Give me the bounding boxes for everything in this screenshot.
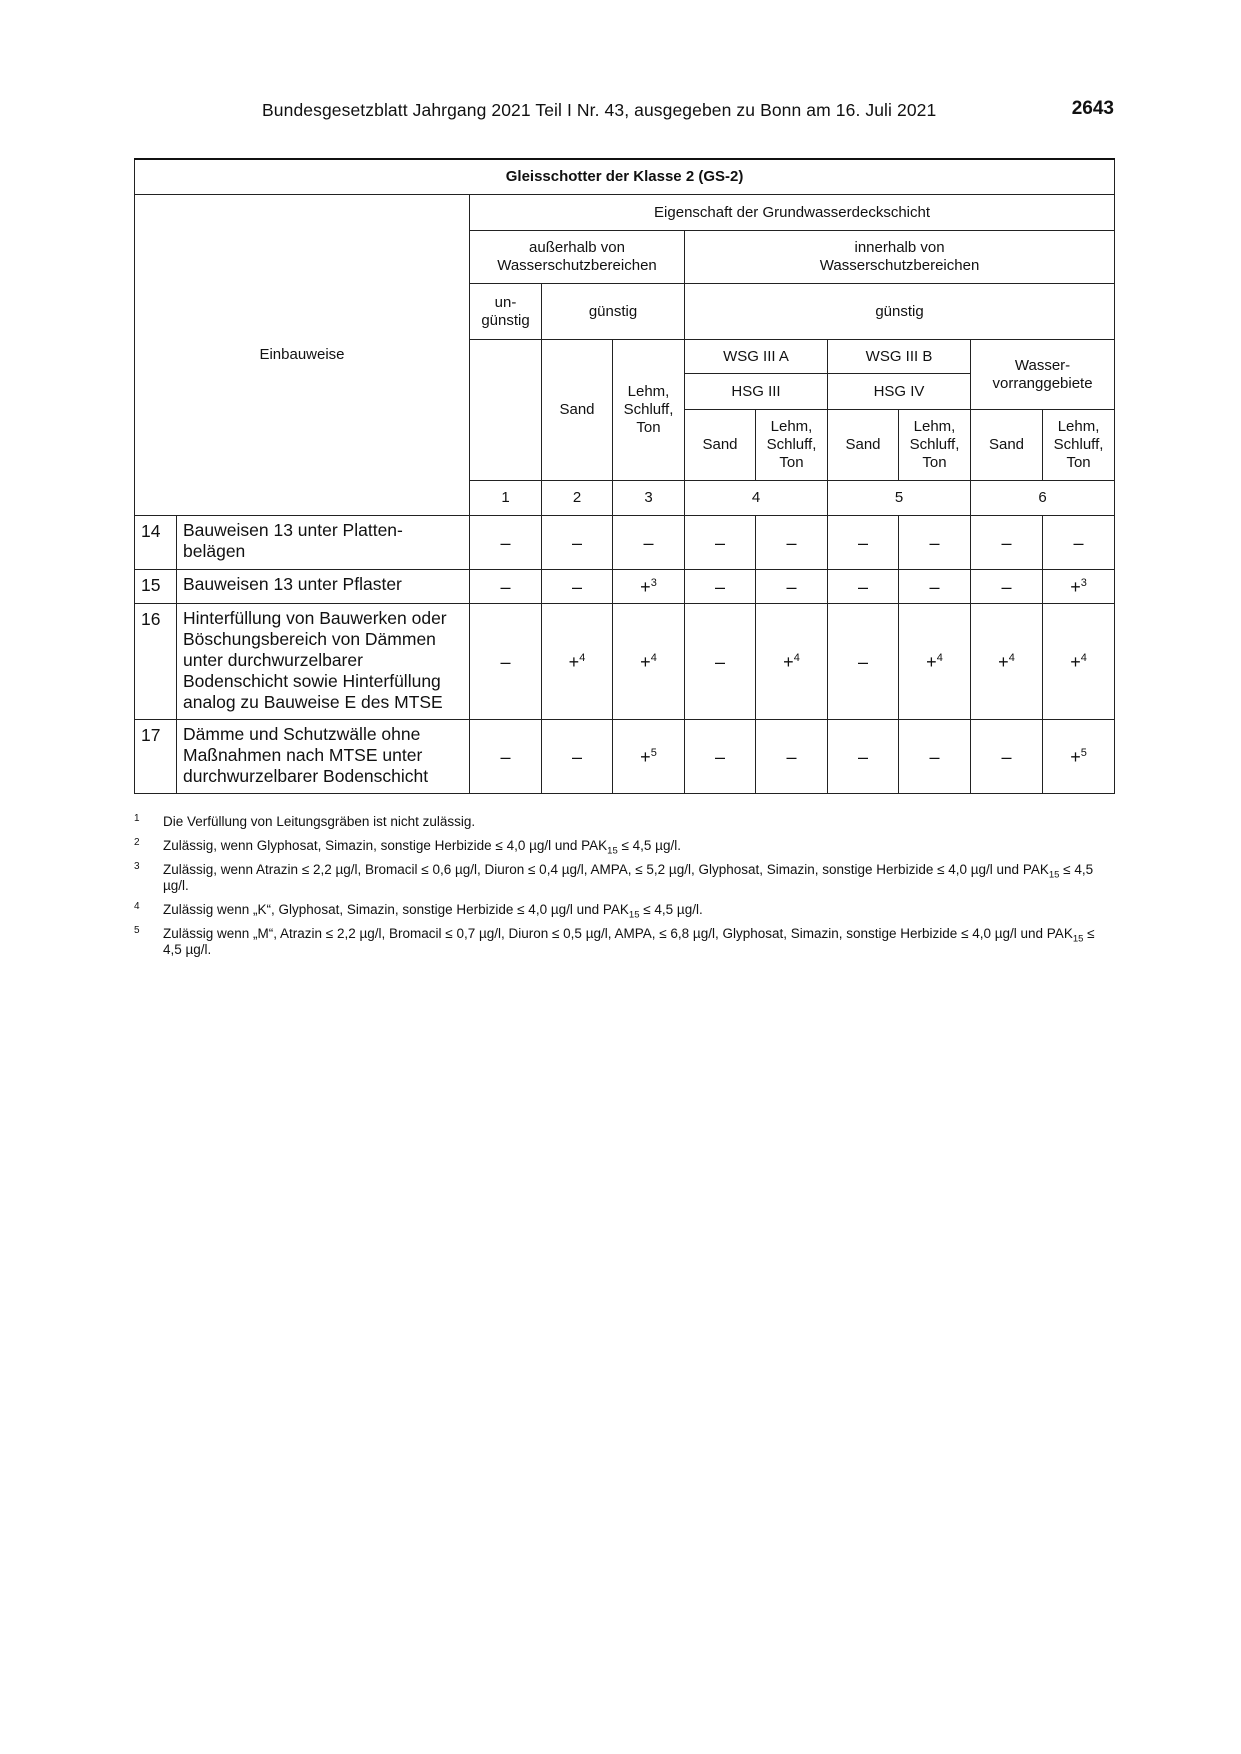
row-description: Bauweisen 13 unter Pflaster bbox=[177, 570, 470, 604]
running-title: Bundesgesetzblatt Jahrgang 2021 Teil I Nr. 43, ausgegeben zu Bonn am 16. Juli 2021 bbox=[262, 100, 937, 120]
row-number: 17 bbox=[135, 720, 177, 794]
footnote-subscript: 15 bbox=[1048, 869, 1060, 881]
rating-value: – bbox=[714, 651, 725, 672]
rating-value: – bbox=[571, 532, 582, 553]
footnote-mark: 3 bbox=[134, 861, 140, 872]
rating-cell bbox=[828, 516, 899, 570]
rating-value: – bbox=[786, 532, 797, 553]
header-inside: innerhalb von Wasserschutzbereichen bbox=[685, 231, 1115, 284]
rating-cell bbox=[899, 570, 971, 604]
table-title: Gleisschotter der Klasse 2 (GS-2) bbox=[135, 159, 1115, 195]
rating-value: + bbox=[926, 651, 937, 672]
rating-value: – bbox=[571, 746, 582, 767]
table-row bbox=[135, 570, 1115, 604]
header-unguenstig: un- günstig bbox=[470, 284, 542, 340]
page-header bbox=[134, 100, 1114, 128]
rating-value: – bbox=[714, 532, 725, 553]
rating-cell bbox=[1043, 720, 1115, 794]
footnote-text-end: ≤ 4,5 µg/l. bbox=[639, 902, 703, 917]
rating-cell bbox=[899, 720, 971, 794]
footnote-ref: 3 bbox=[650, 576, 657, 589]
rating-cell bbox=[542, 604, 613, 720]
rating-value: – bbox=[929, 532, 940, 553]
row-description: Bauweisen 13 unter Platten- belägen bbox=[177, 516, 470, 570]
rating-value: – bbox=[500, 576, 511, 597]
rating-value: + bbox=[640, 651, 651, 672]
rating-cell bbox=[1043, 570, 1115, 604]
footnote-text: Zulässig wenn „K“, Glyphosat, Simazin, sonstige Herbizide ≤ 4,0 µg/l und PAK bbox=[163, 902, 629, 917]
rating-cell bbox=[685, 570, 756, 604]
rating-value: + bbox=[998, 651, 1009, 672]
header-lehm-6: Lehm, Schluff, Ton bbox=[1043, 410, 1115, 481]
property-header: Eigenschaft der Grundwasserdeckschicht bbox=[470, 195, 1115, 231]
rating-cell bbox=[971, 516, 1043, 570]
rating-cell bbox=[613, 720, 685, 794]
rating-cell bbox=[613, 570, 685, 604]
col-number-2: 2 bbox=[542, 481, 613, 516]
rating-cell bbox=[756, 516, 828, 570]
footnote-text-end: ≤ 4,5 µg/l. bbox=[617, 838, 681, 853]
row-number: 16 bbox=[135, 604, 177, 720]
header-lehm-4: Lehm, Schluff, Ton bbox=[756, 410, 828, 481]
footnote-ref: 4 bbox=[579, 651, 586, 664]
footnote-text-end: ≤ 4,5 µg/l. bbox=[163, 862, 1094, 893]
footnote bbox=[134, 837, 1114, 857]
footnote-ref: 4 bbox=[936, 651, 943, 664]
table-row bbox=[135, 604, 1115, 720]
rating-cell bbox=[828, 720, 899, 794]
header-guenstig-outside: günstig bbox=[542, 284, 685, 340]
footnote-mark: 5 bbox=[134, 925, 140, 936]
row-number: 14 bbox=[135, 516, 177, 570]
rating-cell bbox=[1043, 516, 1115, 570]
rating-value: – bbox=[714, 576, 725, 597]
header-sand-6: Sand bbox=[971, 410, 1043, 481]
footnote bbox=[134, 901, 1114, 921]
rating-value: + bbox=[1070, 746, 1081, 767]
footnote-ref: 4 bbox=[650, 651, 657, 664]
rating-value: + bbox=[1070, 651, 1081, 672]
rating-value: – bbox=[857, 651, 868, 672]
rating-value: + bbox=[783, 651, 794, 672]
header-wsg-3b: WSG III B bbox=[828, 340, 971, 374]
rating-value: – bbox=[714, 746, 725, 767]
header-sand-4: Sand bbox=[685, 410, 756, 481]
footnote-ref: 3 bbox=[1080, 576, 1087, 589]
header-wasservorrang: Wasser- vorranggebiete bbox=[971, 340, 1115, 410]
col-number-4: 4 bbox=[685, 481, 828, 516]
footnote bbox=[134, 862, 1114, 894]
footnote-ref: 4 bbox=[1080, 651, 1087, 664]
rating-cell bbox=[613, 516, 685, 570]
footnote-ref: 5 bbox=[1080, 746, 1087, 759]
rating-cell bbox=[1043, 604, 1115, 720]
rating-cell bbox=[613, 604, 685, 720]
rating-cell bbox=[828, 604, 899, 720]
footnote-text: Zulässig, wenn Atrazin ≤ 2,2 µg/l, Bromacil ≤ 0,6 µg/l, Diuron ≤ 0,4 µg/l, AMPA, ≤ 5,2 µg/l, Glyphosat, Simazin, sonstige Herbizide ≤ 4,0 µg/l und PAK bbox=[163, 862, 1049, 877]
rating-cell bbox=[470, 604, 542, 720]
row-number: 15 bbox=[135, 570, 177, 604]
footnote-text: Zulässig wenn „M“, Atrazin ≤ 2,2 µg/l, Bromacil ≤ 0,7 µg/l, Diuron ≤ 0,5 µg/l, AMPA, ≤ 6,8 µg/l, Glyphosat, Simazin, sonstige Herbizide ≤ 4,0 µg/l und PAK bbox=[163, 926, 1073, 941]
rating-value: + bbox=[640, 576, 651, 597]
rating-cell bbox=[470, 570, 542, 604]
row-header-einbauweise: Einbauweise bbox=[135, 195, 470, 516]
rating-value: + bbox=[640, 746, 651, 767]
rating-cell bbox=[542, 570, 613, 604]
rating-cell bbox=[685, 604, 756, 720]
footnote-ref: 4 bbox=[793, 651, 800, 664]
rating-cell bbox=[542, 516, 613, 570]
rating-cell bbox=[470, 516, 542, 570]
footnote-text: Die Verfüllung von Leitungsgräben ist nicht zulässig. bbox=[163, 814, 476, 829]
rating-value: + bbox=[1070, 576, 1081, 597]
page-number: 2643 bbox=[1071, 98, 1114, 119]
rating-cell bbox=[971, 720, 1043, 794]
table-row bbox=[135, 720, 1115, 794]
rating-value: – bbox=[1001, 532, 1012, 553]
footnote-subscript: 15 bbox=[1072, 933, 1084, 945]
footnote-subscript: 15 bbox=[628, 909, 640, 921]
footnote-mark: 1 bbox=[134, 813, 140, 824]
footnote bbox=[134, 926, 1114, 958]
header-sand-5: Sand bbox=[828, 410, 899, 481]
rating-cell bbox=[828, 570, 899, 604]
rating-value: – bbox=[929, 576, 940, 597]
col-number-5: 5 bbox=[828, 481, 971, 516]
rating-cell bbox=[685, 720, 756, 794]
header-wsg-3a: WSG III A bbox=[685, 340, 828, 374]
header-outside: außerhalb von Wasserschutzbereichen bbox=[470, 231, 685, 284]
header-hsg-4: HSG IV bbox=[828, 374, 971, 410]
rating-cell bbox=[542, 720, 613, 794]
rating-value: – bbox=[1001, 746, 1012, 767]
rating-cell bbox=[756, 604, 828, 720]
footnote-text: Zulässig, wenn Glyphosat, Simazin, sonstige Herbizide ≤ 4,0 µg/l und PAK bbox=[163, 838, 608, 853]
col-number-6: 6 bbox=[971, 481, 1115, 516]
col-number-1: 1 bbox=[470, 481, 542, 516]
rating-cell bbox=[685, 516, 756, 570]
row-description: Dämme und Schutzwälle ohne Maßnahmen nach MTSE unter durchwurzelbarer Bodenschicht bbox=[177, 720, 470, 794]
rating-value: – bbox=[929, 746, 940, 767]
rating-cell bbox=[971, 570, 1043, 604]
col-number-3: 3 bbox=[613, 481, 685, 516]
rating-value: – bbox=[643, 532, 654, 553]
rating-value: – bbox=[786, 746, 797, 767]
footnotes bbox=[134, 814, 1114, 966]
rating-cell bbox=[470, 720, 542, 794]
rating-value: – bbox=[857, 576, 868, 597]
footnote-ref: 5 bbox=[650, 746, 657, 759]
rating-cell bbox=[899, 604, 971, 720]
rating-value: – bbox=[1001, 576, 1012, 597]
rating-value: – bbox=[500, 651, 511, 672]
header-lehm-col3: Lehm, Schluff, Ton bbox=[613, 340, 685, 481]
rating-cell bbox=[899, 516, 971, 570]
footnote-text-end: ≤ 4,5 µg/l. bbox=[163, 926, 1095, 957]
rating-value: – bbox=[857, 532, 868, 553]
footnote-mark: 4 bbox=[134, 901, 140, 912]
footnote-ref: 4 bbox=[1008, 651, 1015, 664]
footnote-subscript: 15 bbox=[607, 845, 618, 857]
classification-table bbox=[134, 158, 1115, 794]
header-guenstig-inside: günstig bbox=[685, 284, 1115, 340]
rating-value: – bbox=[500, 746, 511, 767]
rating-value: + bbox=[568, 651, 580, 672]
rating-value: – bbox=[786, 576, 797, 597]
rating-cell bbox=[756, 570, 828, 604]
rating-value: – bbox=[1073, 532, 1084, 553]
rating-cell bbox=[971, 604, 1043, 720]
rating-value: – bbox=[857, 746, 868, 767]
header-lehm-5: Lehm, Schluff, Ton bbox=[899, 410, 971, 481]
row-description: Hinterfüllung von Bauwerken oder Böschungsbereich von Dämmen unter durchwurzelbarer Bodenschicht sowie Hinterfüllung analog zu Bauweise E des MTSE bbox=[177, 604, 470, 720]
rating-value: – bbox=[571, 576, 582, 597]
header-hsg-3: HSG III bbox=[685, 374, 828, 410]
rating-value: – bbox=[500, 532, 511, 553]
header-empty bbox=[470, 340, 542, 481]
footnote bbox=[134, 814, 1114, 830]
rating-cell bbox=[756, 720, 828, 794]
footnote-mark: 2 bbox=[134, 837, 140, 848]
table-row bbox=[135, 516, 1115, 570]
header-sand-col2: Sand bbox=[542, 340, 613, 481]
